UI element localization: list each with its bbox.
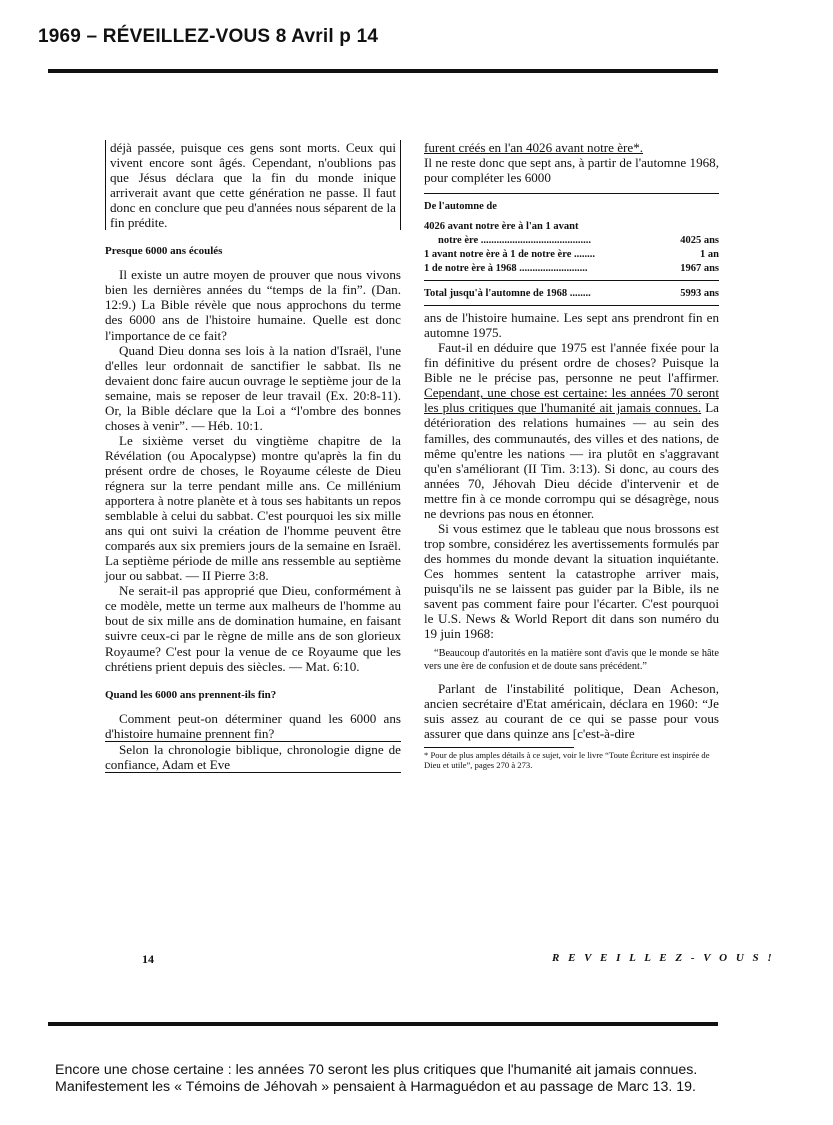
underlined-paragraph: Selon la chronologie biblique, chronologie digne de confiance, Adam et Eve — [105, 741, 401, 772]
paragraph: Si vous estimez que le tableau que nous brossons est trop sombre, considérez les avertissements formulés par des hommes du monde devant la situation inquiétante. Ces hommes sentent la catastrophe arriver mais, puisqu'ils ne se laissent pas guider par la Bible, ils ne savent pas comment faire pour l'écarter. C'est pourquoi le U.S. News & World Report dit dans son numéro du 19 juin 1968: — [424, 520, 719, 642]
paragraph: Il ne reste donc que sept ans, à partir de l'automne 1968, pour compléter les 6000 — [424, 155, 719, 186]
paragraph: Il existe un autre moyen de prouver que nous vivons bien les dernières années du “temps de la fin”. (Dan. 12:9.) La Bible révèle que nous approchons du terme des 6000 ans de l'histoire humaine. Quelle est donc l'importance de ce fait? — [105, 267, 401, 343]
footnote: * Pour de plus amples détails à ce sujet, voir le livre “Toute Écriture est inspirée de Dieu et utile”, pages 270 à 273. — [424, 750, 710, 771]
paragraph: Comment peut-on déterminer quand les 6000 ans d'histoire humaine prennent fin? — [105, 710, 401, 741]
table-row-label: 4026 avant notre ère à l'an 1 avant — [424, 221, 579, 233]
paragraph: Parlant de l'instabilité politique, Dean Acheson, ancien secrétaire d'Etat américain, déclara en 1960: “Je suis assez au courant de ce qui se passe pour vous assurer que dans quinze ans [c'est-à-dire — [424, 681, 719, 742]
paragraph: Le sixième verset du vingtième chapitre de la Révélation (ou Apocalypse) montre qu'après la fin du présent ordre de choses, le Royaume céleste de Dieu régnera sur la terre pendant mille ans. Ce millénium apportera à notre planète et à tous ses habitants un repos semblable à celui du sabbat. C'est pourquoi les six mille ans qui ont suivi la création de l'homme peuvent être comparés aux six premiers jours de la semaine en Israël. La septième période de mille ans ressemble au septième jour ou sabbat. — II Pierre 3:8. — [105, 432, 401, 584]
underlined-sentence: Cependant, une chose est certaine: les années 70 seront les plus critiques que l'humanité ait jamais connues. — [424, 385, 719, 416]
right-column — [424, 140, 719, 770]
page-number: 14 — [142, 952, 154, 966]
section-heading-1: Presque 6000 ans écoulés — [105, 245, 223, 258]
magazine-name: R E V E I L L E Z - V O U S ! — [552, 952, 775, 964]
caption-line-1: Encore une chose certaine : les années 70 seront les plus critiques que l'humanité ait jamais connues. — [55, 1062, 698, 1078]
table-total-row: Total jusqu'à l'automne de 1968 ........ 5993 ans — [424, 280, 719, 301]
top-rule — [48, 69, 718, 73]
boxed-paragraph: déjà passée, puisque ces gens sont morts. Ceux qui vivent encore sont âgés. Cependant, n'oublions pas que Jésus déclara que la fin du monde inique arriverait avant que cette génération ne passe. Il faut donc en conclure que peu d'années nous séparent de la fin prédite. — [105, 140, 401, 230]
left-column — [105, 140, 401, 773]
caption-line-2: Manifestement les « Témoins de Jéhovah » pensaient à Harmaguédon et au passage de Marc 13. 19. — [55, 1079, 696, 1095]
chronology-table — [424, 193, 719, 306]
table-row: notre ère .......................................... 4025 ans — [438, 235, 719, 247]
quote: “Beaucoup d'autorités en la matière sont d'avis que le monde se hâte vers une ère de confusion et de doute sans précédent.” — [424, 648, 719, 673]
table-heading: De l'automne de — [424, 201, 497, 213]
table-row: 1 de notre ère à 1968 .......................... 1967 ans — [424, 263, 719, 275]
section-heading-2: Quand les 6000 ans prennent-ils fin? — [105, 688, 277, 701]
underlined-sentence: furent créés en l'an 4026 avant notre ère*. — [424, 140, 644, 155]
bottom-rule — [48, 1022, 718, 1026]
paragraph: ans de l'histoire humaine. Les sept ans prendront fin en automne 1975. — [424, 310, 719, 341]
table-row: 1 avant notre ère à 1 de notre ère ........ 1 an — [424, 249, 719, 261]
caption — [55, 1062, 785, 1096]
paragraph: Faut-il en déduire que 1975 est l'année fixée pour la fin définitive du présent ordre de choses? Puisque la Bible ne le précise pas, personne ne peut l'affirmer. Cependant, une chose est certaine: les années 70 seront les plus critiques que l'humanité ait jamais connues. La détérioration des relations humaines — au sein des familles, des communautés, des villes et des nations, de même qu'entre les nations — ira plutôt en s'aggravant qu'en s'améliorant (II Tim. 3:13). Si donc, au cours des années 70, Jéhovah Dieu décide d'intervenir et de mettre fin à ce monde corrompu qui se désagrège, nous ne devrions pas nous en étonner. — [424, 340, 719, 521]
paragraph: Ne serait-il pas approprié que Dieu, conformément à ce modèle, mette un terme aux malheurs de l'homme au bout de six mille ans de domination humaine, en faisant suivre ceux-ci par le règne de mille ans de son glorieux Royaume? C'est pour la venue de ce Royaume que les chrétiens prient depuis des siècles. — Mat. 6:10. — [105, 583, 401, 674]
page-header: 1969 – RÉVEILLEZ-VOUS 8 Avril p 14 — [38, 26, 379, 47]
paragraph: Quand Dieu donna ses lois à la nation d'Israël, l'une d'elles leur ordonnait de sanctifier le sabbat. Ils ne devaient donc faire aucun ouvrage le septième jour de la semaine, mais se reposer de leur travail (Ex. 20:8-11). Or, la Bible déclare que la Loi a “l'ombre des bonnes choses à venir”. — Héb. 10:1. — [105, 342, 401, 433]
